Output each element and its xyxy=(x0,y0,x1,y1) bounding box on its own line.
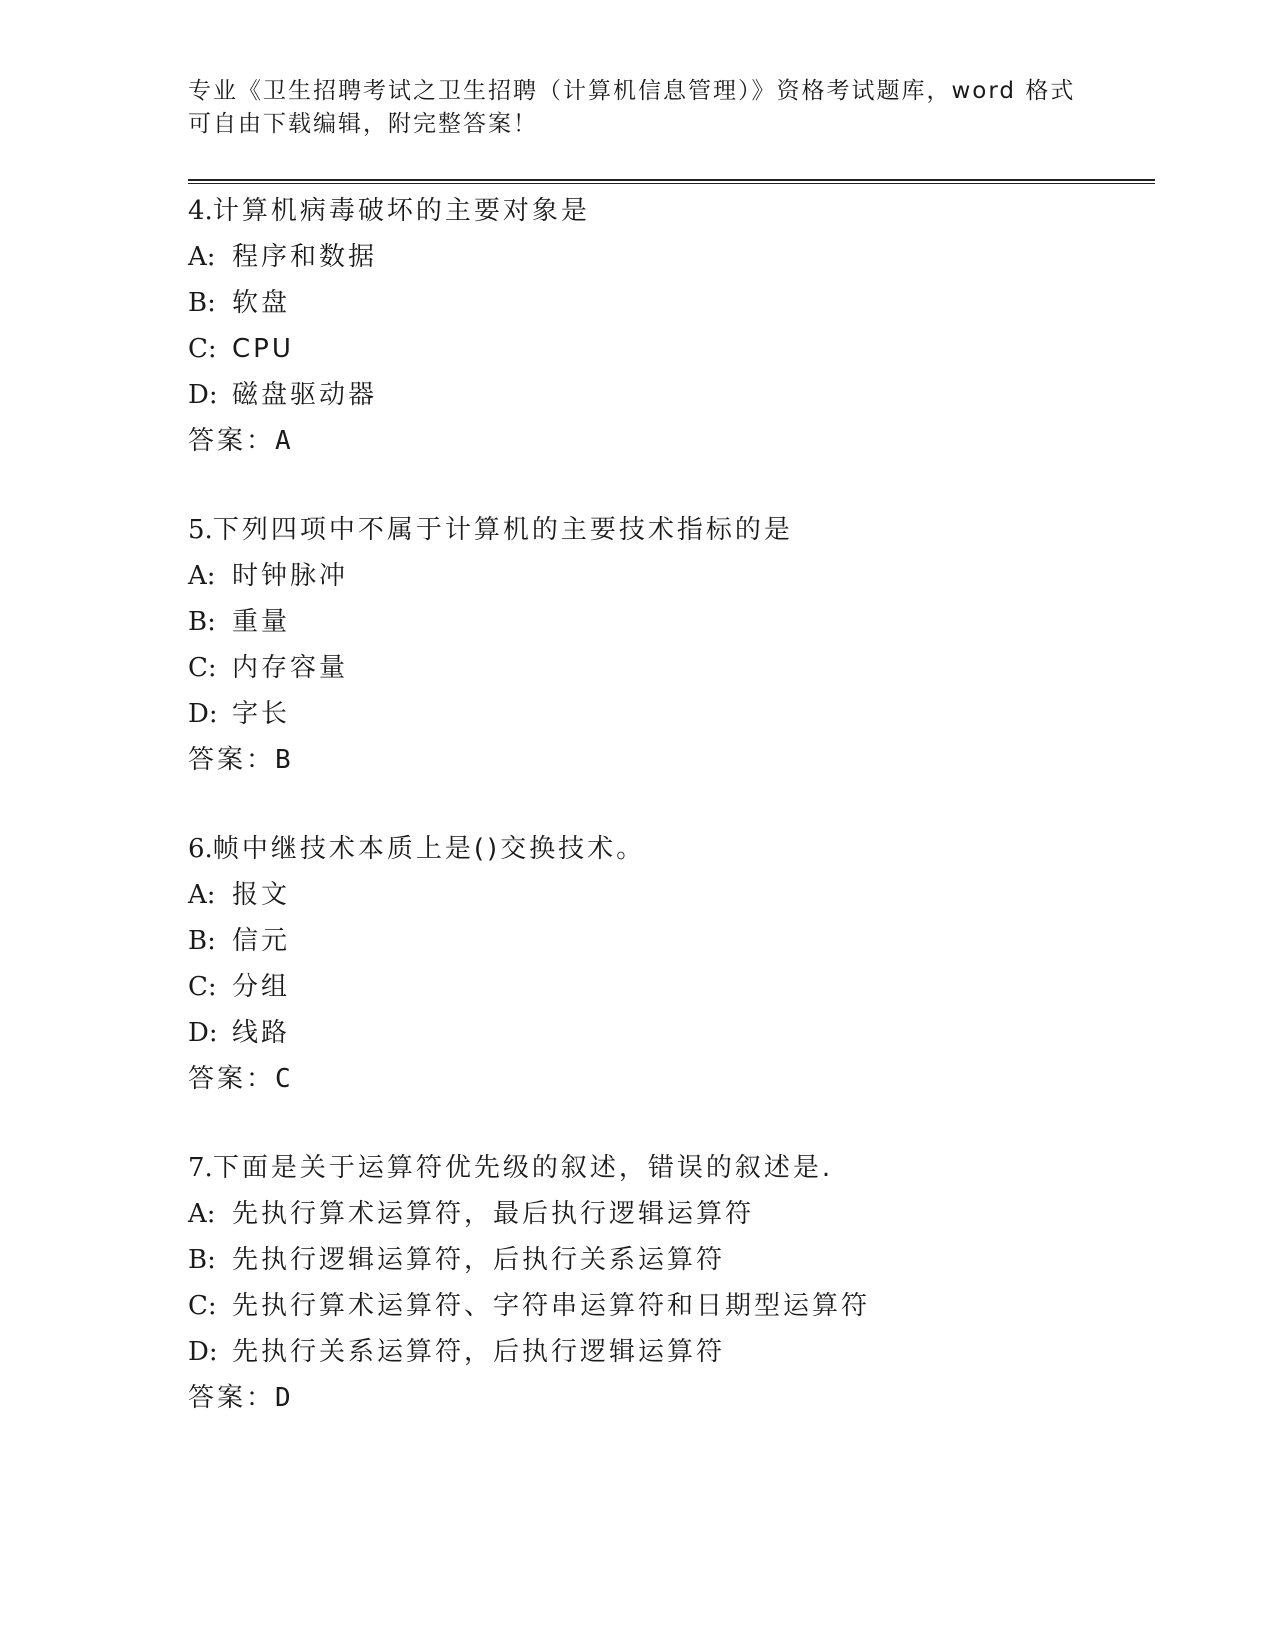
answer-value: D xyxy=(275,1383,291,1413)
option-a xyxy=(188,872,1148,918)
question-item xyxy=(188,188,1148,464)
option-text: 软盘 xyxy=(232,288,291,318)
option-text: 内存容量 xyxy=(232,653,349,683)
question-stem xyxy=(188,507,1148,553)
question-text: 计算机病毒破坏的主要对象是 xyxy=(212,196,590,226)
option-b xyxy=(188,1237,1148,1283)
option-letter: B: xyxy=(188,607,216,637)
header-line-1: 专业《卫生招聘考试之卫生招聘（计算机信息管理）》资格考试题库，word 格式 xyxy=(188,78,1076,104)
question-list xyxy=(188,188,1148,1421)
answer-line xyxy=(188,737,1148,783)
answer-label: 答案： xyxy=(188,745,276,775)
question-number: 6. xyxy=(188,834,213,864)
question-stem xyxy=(188,1145,1148,1191)
option-letter: B: xyxy=(188,288,216,318)
option-text: 磁盘驱动器 xyxy=(232,380,378,410)
option-c xyxy=(188,1283,1148,1329)
question-item xyxy=(188,1145,1148,1421)
option-letter: D: xyxy=(188,699,218,729)
option-letter: A: xyxy=(188,1199,216,1229)
option-d xyxy=(188,1010,1148,1056)
question-stem xyxy=(188,188,1148,234)
option-c xyxy=(188,326,1148,372)
option-letter: C: xyxy=(188,334,217,364)
option-letter: C: xyxy=(188,653,217,683)
question-item xyxy=(188,826,1148,1102)
option-d xyxy=(188,1329,1148,1375)
answer-line xyxy=(188,1056,1148,1102)
question-text: 下面是关于运算符优先级的叙述，错误的叙述是. xyxy=(212,1153,834,1183)
answer-value: C xyxy=(275,1064,291,1094)
option-letter: D: xyxy=(188,380,218,410)
question-stem xyxy=(188,826,1148,872)
answer-line xyxy=(188,1375,1148,1421)
option-b xyxy=(188,280,1148,326)
option-c xyxy=(188,645,1148,691)
answer-label: 答案： xyxy=(188,426,276,456)
option-letter: C: xyxy=(188,1291,217,1321)
option-a xyxy=(188,553,1148,599)
question-text: 帧中继技术本质上是()交换技术。 xyxy=(212,834,646,864)
option-b xyxy=(188,599,1148,645)
option-text: 先执行逻辑运算符，后执行关系运算符 xyxy=(232,1245,726,1275)
answer-value: B xyxy=(275,745,291,775)
option-a xyxy=(188,1191,1148,1237)
option-text: 程序和数据 xyxy=(232,242,378,272)
header-divider xyxy=(188,179,1155,184)
option-text: 时钟脉冲 xyxy=(232,561,349,591)
option-text: 信元 xyxy=(232,926,291,956)
header-line-2: 可自由下载编辑，附完整答案！ xyxy=(188,111,538,137)
option-text: 分组 xyxy=(232,972,291,1002)
answer-label: 答案： xyxy=(188,1064,276,1094)
option-letter: D: xyxy=(188,1337,218,1367)
option-c xyxy=(188,964,1148,1010)
option-text: CPU xyxy=(232,334,294,364)
option-a xyxy=(188,234,1148,280)
option-letter: B: xyxy=(188,926,216,956)
option-text: 先执行算术运算符，最后执行逻辑运算符 xyxy=(232,1199,755,1229)
question-number: 4. xyxy=(188,196,213,226)
option-d xyxy=(188,691,1148,737)
answer-line xyxy=(188,418,1148,464)
answer-label: 答案： xyxy=(188,1383,276,1413)
option-letter: C: xyxy=(188,972,217,1002)
option-letter: A: xyxy=(188,880,216,910)
answer-value: A xyxy=(275,426,291,456)
option-text: 先执行算术运算符、字符串运算符和日期型运算符 xyxy=(232,1291,871,1321)
option-text: 线路 xyxy=(232,1018,291,1048)
question-number: 5. xyxy=(188,515,213,545)
option-letter: A: xyxy=(188,242,216,272)
option-text: 重量 xyxy=(232,607,291,637)
option-text: 报文 xyxy=(232,880,291,910)
document-header xyxy=(188,75,1088,141)
option-letter: A: xyxy=(188,561,216,591)
option-text: 先执行关系运算符，后执行逻辑运算符 xyxy=(232,1337,726,1367)
option-text: 字长 xyxy=(232,699,291,729)
option-b xyxy=(188,918,1148,964)
option-letter: B: xyxy=(188,1245,216,1275)
question-item xyxy=(188,507,1148,783)
question-text: 下列四项中不属于计算机的主要技术指标的是 xyxy=(212,515,793,545)
option-d xyxy=(188,372,1148,418)
question-number: 7. xyxy=(188,1153,213,1183)
option-letter: D: xyxy=(188,1018,218,1048)
